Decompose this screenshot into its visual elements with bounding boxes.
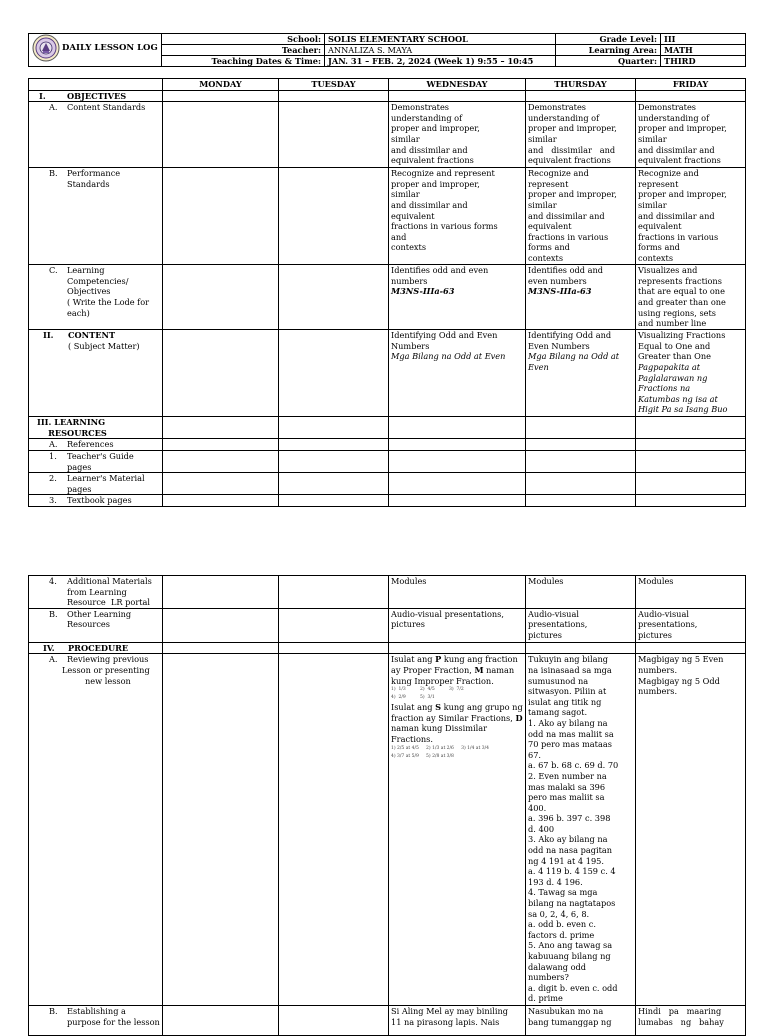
learning-resources-heading: III. LEARNING RESOURCES <box>29 417 163 439</box>
competency-code: M3NS-IIIa-63 <box>528 286 592 297</box>
reviewing-lesson-friday: Magbigay ng 5 Even numbers. Magbigay ng 5 Odd numbers. <box>636 654 746 1006</box>
performance-standards-friday: Recognize and represent proper and improper, similar and dissimilar and equivalent fractions in various forms and contexts <box>636 168 746 265</box>
teacher-value: ANNALIZA S. MAYA <box>325 45 556 56</box>
establishing-purpose-wednesday: Si Aling Mel ay may biniling 11 na pirasong lapis. Nais <box>389 1006 526 1036</box>
competency-code: M3NS-IIIa-63 <box>391 286 455 297</box>
learners-material-label: 2. Learner's Material pages <box>29 473 163 495</box>
performance-standards-thursday: Recognize and represent proper and improper, similar and dissimilar and equivalent fractions in various forms and contexts <box>526 168 636 265</box>
quarter-value: THIRD <box>661 56 746 67</box>
learning-area-label: Learning Area: <box>556 45 661 56</box>
reviewing-lesson-label: A. Reviewing previous Lesson or presenting new lesson <box>29 654 163 1006</box>
fraction-exercise-1: 1) 1/3 2) 4/5 3) 7/2 <box>391 687 464 693</box>
other-resources-wednesday: Audio-visual presentations, pictures <box>389 608 526 642</box>
content-standards-wednesday: Demonstrates understanding of proper and improper, similar and dissimilar and equivalent fractions <box>389 102 526 168</box>
performance-standards-label: B. Performance Standards <box>29 168 163 265</box>
competencies-wednesday: Identifies odd and even numbers M3NS-IIIa-63 <box>389 265 526 330</box>
school-value: SOLIS ELEMENTARY SCHOOL <box>325 34 556 45</box>
reviewing-lesson-wednesday: Isulat ang P kung ang fraction ay Proper Fraction, M naman kung Improper Fraction. 1) 1/3 2) 4/5 3) 7/2 4) 2/9 5) 3/1 Isulat ang S kung ang grupo ng fraction ay Similar Fractions, D naman kung Dissimilar Fractions. 1) 2/5 at 4/5 2) 1/3 at 2/6 3) 1/4 at 3/4 4) 3/7 at 5/9 5) 2/8 at 3/8 <box>389 654 526 1006</box>
content-standards-label: A. Content Standards <box>29 102 163 168</box>
teachers-guide-label: 1. Teacher's Guide pages <box>29 450 163 472</box>
textbook-pages-label: 3. Textbook pages <box>29 495 163 507</box>
competencies-thursday: Identifies odd and even numbers M3NS-IIIa-63 <box>526 265 636 330</box>
day-header-tuesday: TUESDAY <box>279 79 389 91</box>
additional-materials-wednesday: Modules <box>389 576 526 609</box>
corner-cell <box>29 79 163 91</box>
content-wednesday: Identifying Odd and Even Numbers Mga Bilang na Odd at Even <box>389 330 526 417</box>
day-header-thursday: THURSDAY <box>526 79 636 91</box>
additional-materials-friday: Modules <box>636 576 746 609</box>
lesson-log-table-page-1 <box>28 78 746 507</box>
content-section-label: II. CONTENT ( Subject Matter) <box>29 330 163 417</box>
establishing-purpose-thursday: Nasubukan mo na bang tumanggap ng <box>526 1006 636 1036</box>
content-standards-friday: Demonstrates understanding of proper and improper, similar and dissimilar and equivalent fractions <box>636 102 746 168</box>
learning-area-value: MATH <box>661 45 746 56</box>
procedure-section-heading: IV. PROCEDURE <box>29 642 163 654</box>
fraction-exercise-4: 4) 3/7 at 5/9 5) 2/8 at 3/8 <box>391 753 454 759</box>
reviewing-lesson-thursday: Tukuyin ang bilang na isinasaad sa mga sumusunod na sitwasyon. Piliin at isulat ang titik ng tamang sagot. 1. Ako ay bilang na odd na mas maliit sa 70 pero mas mataas 67. a. 67 b. 68 c. 69 d. 70 2. Even number na mas malaki sa 396 pero mas maliit sa 400. a. 396 b. 397 c. 398 d. 400 3. Ako ay bilang na odd na nasa pagitan ng 4 191 at 4 195. a. 4 119 b. 4 159 c. 4 193 d. 4 196. 4. Tawag sa mga bilang na nagtatapos sa 0, 2, 4, 6, 8. a. odd b. even c. factors d. prime 5. Ano ang tawag sa kabuuang bilang ng dalawang odd numbers? a. digit b. even c. odd d. prime <box>526 654 636 1006</box>
content-standards-thursday: Demonstrates understanding of proper and improper, similar and dissimilar and equivalent fractions <box>526 102 636 168</box>
other-resources-friday: Audio-visual presentations, pictures <box>636 608 746 642</box>
quarter-label: Quarter: <box>556 56 661 67</box>
document-title: DAILY LESSON LOG <box>62 43 158 53</box>
performance-standards-wednesday: Recognize and represent proper and improper, similar and dissimilar and equivalent fractions in various forms and contexts <box>389 168 526 265</box>
establishing-purpose-label: B. Establishing a purpose for the lesson <box>29 1006 163 1036</box>
additional-materials-thursday: Modules <box>526 576 636 609</box>
fraction-exercise-3: 1) 2/5 at 4/5 2) 1/3 at 2/6 3) 1/4 at 3/4 <box>391 745 489 751</box>
day-header-monday: MONDAY <box>163 79 279 91</box>
day-header-friday: FRIDAY <box>636 79 746 91</box>
day-header-wednesday: WEDNESDAY <box>389 79 526 91</box>
objectives-section-heading: I. OBJECTIVES <box>29 90 163 102</box>
establishing-purpose-friday: Hindi pa maaring lumabas ng bahay <box>636 1006 746 1036</box>
fraction-exercise-2: 4) 2/9 5) 3/1 <box>391 695 435 701</box>
teacher-label: Teacher: <box>162 45 325 56</box>
lesson-log-table-page-2 <box>28 575 746 1036</box>
competencies-label: C. Learning Competencies/ Objectives ( Write the Lode for each) <box>29 265 163 330</box>
other-resources-label: B. Other Learning Resources <box>29 608 163 642</box>
competencies-friday: Visualizes and represents fractions that are equal to one and greater than one using regions, sets and number line <box>636 265 746 330</box>
content-friday: Visualizing Fractions Equal to One and Greater than One Pagpapakita at Paglalarawan ng Fractions na Katumbas ng isa at Higit Pa sa Isang Buo <box>636 330 746 417</box>
school-label: School: <box>162 34 325 45</box>
references-label: A. References <box>29 439 163 451</box>
dates-label: Teaching Dates & Time: <box>162 56 325 67</box>
grade-label: Grade Level: <box>556 34 661 45</box>
other-resources-thursday: Audio-visual presentations, pictures <box>526 608 636 642</box>
dates-value: JAN. 31 – FEB. 2, 2024 (Week 1) 9:55 – 10:45 <box>325 56 556 67</box>
logo-cell <box>29 34 162 67</box>
header-info-table <box>28 33 746 67</box>
content-thursday: Identifying Odd and Even Numbers Mga Bilang na Odd at Even <box>526 330 636 417</box>
grade-value: III <box>661 34 746 45</box>
additional-materials-label: 4. Additional Materials from Learning Resource LR portal <box>29 576 163 609</box>
